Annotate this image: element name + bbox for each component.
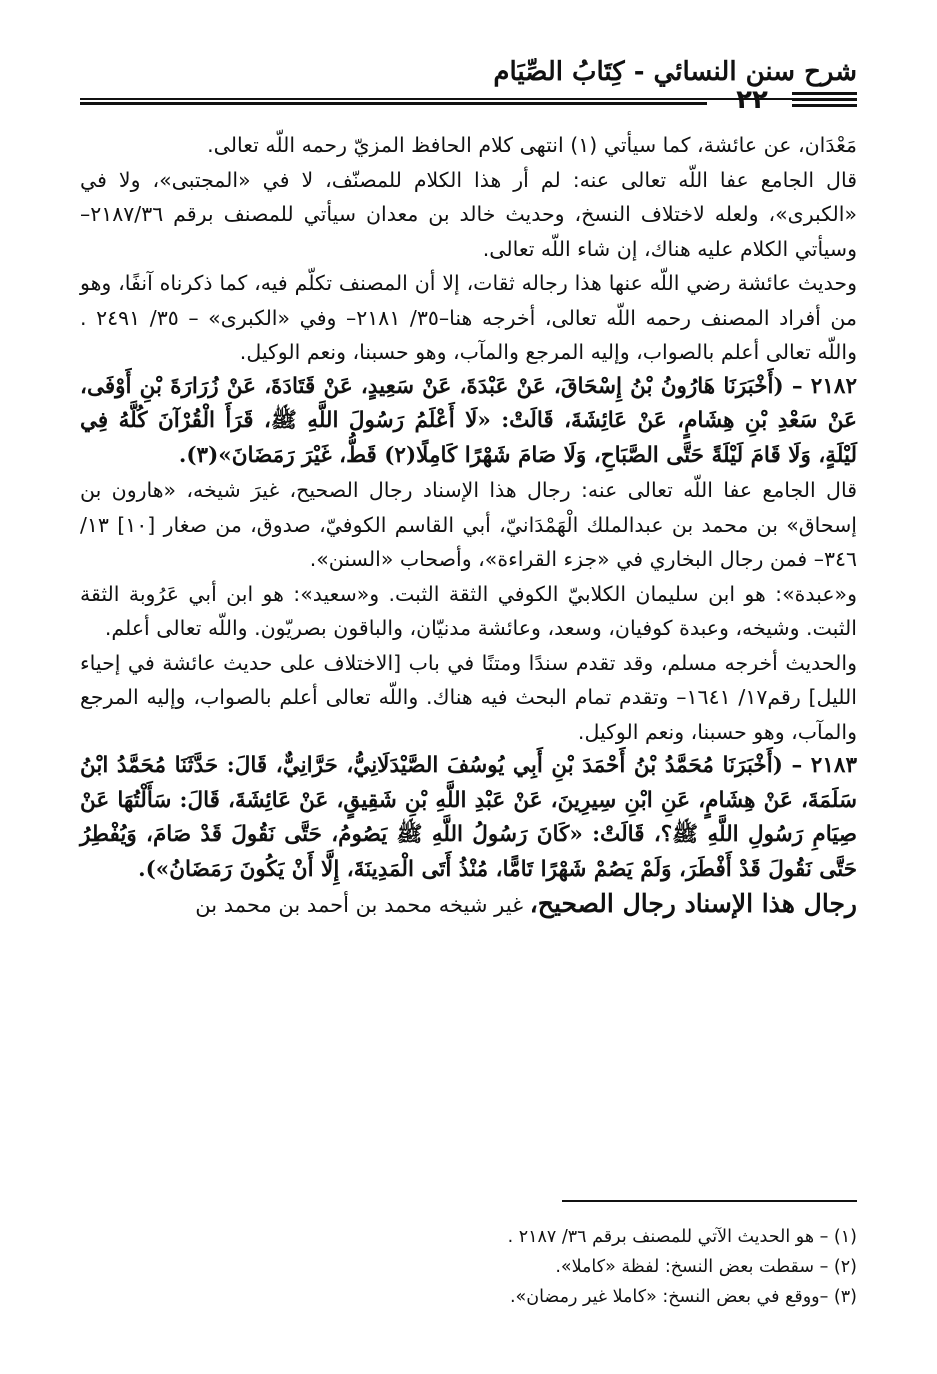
hadith-text: ٢١٨٢ – (أَخْبَرَنَا هَارُونُ بْنُ إِسْحَاقَ، عَنْ عَبْدَةَ، عَنْ سَعِيدٍ، عَنْ قَتَادَةَ، عَنْ زُرَارَةَ بْنِ أَوْفَى، عَنْ سَعْدِ بْنِ هِشَامٍ، عَنْ عَائِشَةَ، قَالَتْ: «لَا أَعْلَمُ رَسُولَ اللَّهِ ﷺ، قَرَأَ الْقُرْآنَ كُلَّهُ فِي لَيْلَةٍ، وَلَا قَامَ لَيْلَةً حَتَّى الصَّبَاحِ، وَلَا صَامَ شَهْرًا كَامِلًا(٢) قَطُّ، غَيْرَ رَمَضَانَ»(٣).: [80, 373, 857, 468]
paragraph: وحديث عائشة رضي اللّه عنها هذا رجاله ثقات، إلا أن المصنف تكلّم فيه، كما ذكرناه آنفًا، وهو من أفراد المصنف رحمه اللّه تعالى، أخرجه هنا–٣٥/ ٢١٨١– وفي «الكبرى» – ٣٥/ ٢٤٩١ . واللّه تعالى أعلم بالصواب، وإليه المرجع والمآب، وهو حسبنا، ونعم الوكيل.: [80, 271, 857, 364]
footnote: (١) – هو الحديث الآتي للمصنف برقم ٣٦/ ٢١٨٧ .: [507, 1227, 857, 1247]
main-text: [80, 128, 857, 923]
page-number-ornament: [792, 92, 857, 108]
footnote-rule: [562, 1200, 857, 1202]
paragraph: والحديث أخرجه مسلم، وقد تقدم سندًا ومتنًا في باب [الاختلاف على حديث عائشة في إحياء الليل] رقم١٧/ ١٦٤١– وتقدم تمام البحث فيه هناك. واللّه تعالى أعلم بالصواب، وإليه المرجع والمآب، وهو حسبنا، ونعم الوكيل.: [80, 650, 857, 744]
footnote: (٢) – سقطت بعض النسخ: لفظة «كاملا».: [555, 1257, 857, 1277]
emphasis: رجال هذا الإسناد رجال الصحيح،: [529, 889, 857, 918]
running-header-title: شرح سنن النسائي - كِتَابُ الصِّيَام: [493, 57, 857, 87]
footnote: (٣) –ووقع في بعض النسخ: «كاملا غير رمضان».: [509, 1287, 857, 1307]
hadith-text: ٢١٨٣ – (أَخْبَرَنَا مُحَمَّدُ بْنُ أَحْمَدَ بْنِ أَبِي يُوسُفَ الصَّيْدَلَانِيُّ، حَرَّانِيٌّ، قَالَ: حَدَّثَنَا مُحَمَّدُ ابْنُ سَلَمَةَ، عَنْ هِشَامٍ، عَنِ ابْنِ سِيرِينَ، عَنْ عَبْدِ اللَّهِ بْنِ شَقِيقٍ، عَنْ عَائِشَةَ، قَالَ: سَأَلْتُهَا عَنْ صِيَامِ رَسُولِ اللَّهِ ﷺ؟، قَالَتْ: «كَانَ رَسُولُ اللَّهِ ﷺ يَصُومُ، حَتَّى نَقُولَ قَدْ صَامَ، وَيُفْطِرُ حَتَّى نَقُولَ قَدْ أَفْطَرَ، وَلَمْ يَصُمْ شَهْرًا تَامًّا، مُنْذُ أَتَى الْمَدِينَةَ، إِلَّا أَنْ يَكُونَ رَمَضَانُ»).: [80, 753, 857, 882]
page-number: ٢٢: [736, 85, 768, 115]
header-rule-thick: [80, 102, 707, 105]
paragraph: مَعْدَان، عن عائشة، كما سيأتي (١) انتهى كلام الحافظ المزيّ رحمه اللّه تعالى.: [207, 133, 857, 157]
paragraph: قال الجامع عفا اللّه تعالى عنه: رجال هذا الإسناد رجال الصحيح، غيرَ شيخه، «هارون بن إسحاق» بن محمد بن عبدالملك الْهَمْدَانيّ، أبي القاسم الكوفيّ، صدوق، من صغار [١٠] ١٣/ ٣٤٦– فمن رجال البخاري في «جزء القراءة»، وأصحاب «السنن».: [80, 478, 858, 571]
paragraph: قال الجامع عفا اللّه تعالى عنه: لم أر هذا الكلام للمصنّف، لا في «المجتبى»، ولا في «الكبرى»، ولعله لاختلاف النسخ، وحديث خالد بن معدان سيأتي للمصنف برقم ٢١٨٧/٣٦– وسيأتي الكلام عليه هناك، إن شاء اللّه تعالى.: [80, 167, 857, 261]
paragraph-text: غير شيخه محمد بن أحمد بن محمد بن: [195, 893, 530, 917]
paragraph: [80, 887, 857, 923]
footnotes: [337, 1222, 857, 1312]
paragraph: و«عبدة»: هو ابن سليمان الكلابيّ الكوفي الثقة الثبت. و«سعيد»: هو ابن أبي عَرُوبة الثقة الثبت. وشيخه، وعبدة كوفيان، وسعد، وعائشة مدنيّان، والباقون بصريّون. واللّه تعالى أعلم.: [80, 581, 857, 640]
